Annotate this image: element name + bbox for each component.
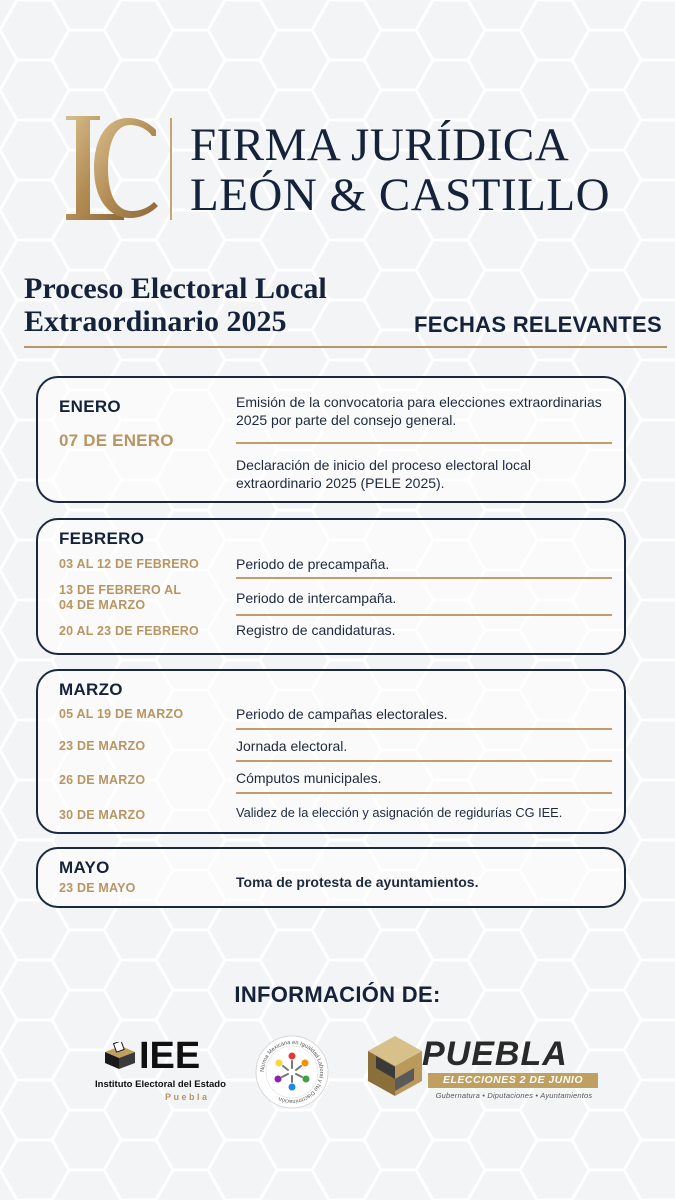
elections-date-band: ELECCIONES 2 DE JUNIO [428,1073,598,1088]
event-description: Periodo de precampaña. [236,556,390,572]
event-date: 23 DE MAYO [59,881,136,895]
row-divider [236,760,612,762]
elections-offices: Gubernatura • Diputaciones • Ayuntamientos [435,1091,593,1100]
logo-divider [170,118,172,220]
firm-name-line1: FIRMA JURÍDICA [190,119,570,171]
month-label: FEBRERO [59,529,145,548]
iee-acronym: IEE [139,1035,201,1077]
ballot-box-icon [101,1042,137,1070]
month-card-febrero [36,518,626,655]
firm-name [190,120,660,220]
iee-state: Puebla [165,1092,210,1102]
event-description: Toma de protesta de ayuntamientos. [236,874,479,890]
month-label: MARZO [59,680,123,699]
month-card-mayo [36,847,626,908]
event-description: Registro de candidaturas. [236,622,396,638]
event-description: Periodo de intercampaña. [236,590,397,606]
row-divider [236,577,612,579]
seal-text: Norma Mexicana en Igualdad Laboral y No Discriminación [259,1039,325,1105]
event-date: 07 DE ENERO [59,431,174,450]
iee-full-name: Instituto Electoral del Estado [95,1079,226,1090]
puebla-wordmark: PUEBLA [422,1035,568,1073]
event-description: Validez de la elección y asignación de regidurías CG IEE. [236,805,563,820]
firm-name-line2: LEÓN & CASTILLO [190,169,611,221]
event-date: 23 DE MARZO [59,739,146,753]
title-divider [24,346,667,348]
cubes-emblem-icon [362,1034,428,1106]
month-card-marzo [36,669,626,834]
month-card-enero [36,376,626,503]
event-date: 13 DE FEBRERO AL 04 DE MARZO [59,583,181,612]
event-description: Cómputos municipales. [236,770,382,786]
row-divider [236,442,612,444]
event-description: Emisión de la convocatoria para elecciones extraordinarias 2025 por parte del consejo general. [236,394,602,428]
igualdad-laboral-seal [254,1034,330,1110]
relevant-dates-heading: FECHAS RELEVANTES [414,312,662,337]
event-description: Declaración de inicio del proceso electoral local extraordinario 2025 (PELE 2025). [236,457,531,491]
event-date: 26 DE MARZO [59,773,146,787]
month-label: ENERO [59,397,121,416]
row-divider [236,728,612,730]
event-description: Periodo de campañas electorales. [236,706,448,722]
information-from-heading: INFORMACIÓN DE: [234,982,441,1007]
firm-logo-mark [60,110,168,226]
event-date: 30 DE MARZO [59,808,146,822]
process-title [24,272,384,338]
iee-logo [95,1036,225,1106]
puebla-elections-logo [362,1034,602,1106]
month-label: MAYO [59,858,110,877]
event-date: 05 AL 19 DE MARZO [59,707,184,721]
row-divider [236,792,612,794]
event-date: 03 AL 12 DE FEBRERO [59,557,199,571]
row-divider [236,614,612,616]
process-title-line1: Proceso Electoral Local [24,272,327,305]
process-title-line2: Extraordinario 2025 [24,305,287,338]
event-description: Jornada electoral. [236,738,348,754]
event-date: 20 AL 23 DE FEBRERO [59,624,199,638]
